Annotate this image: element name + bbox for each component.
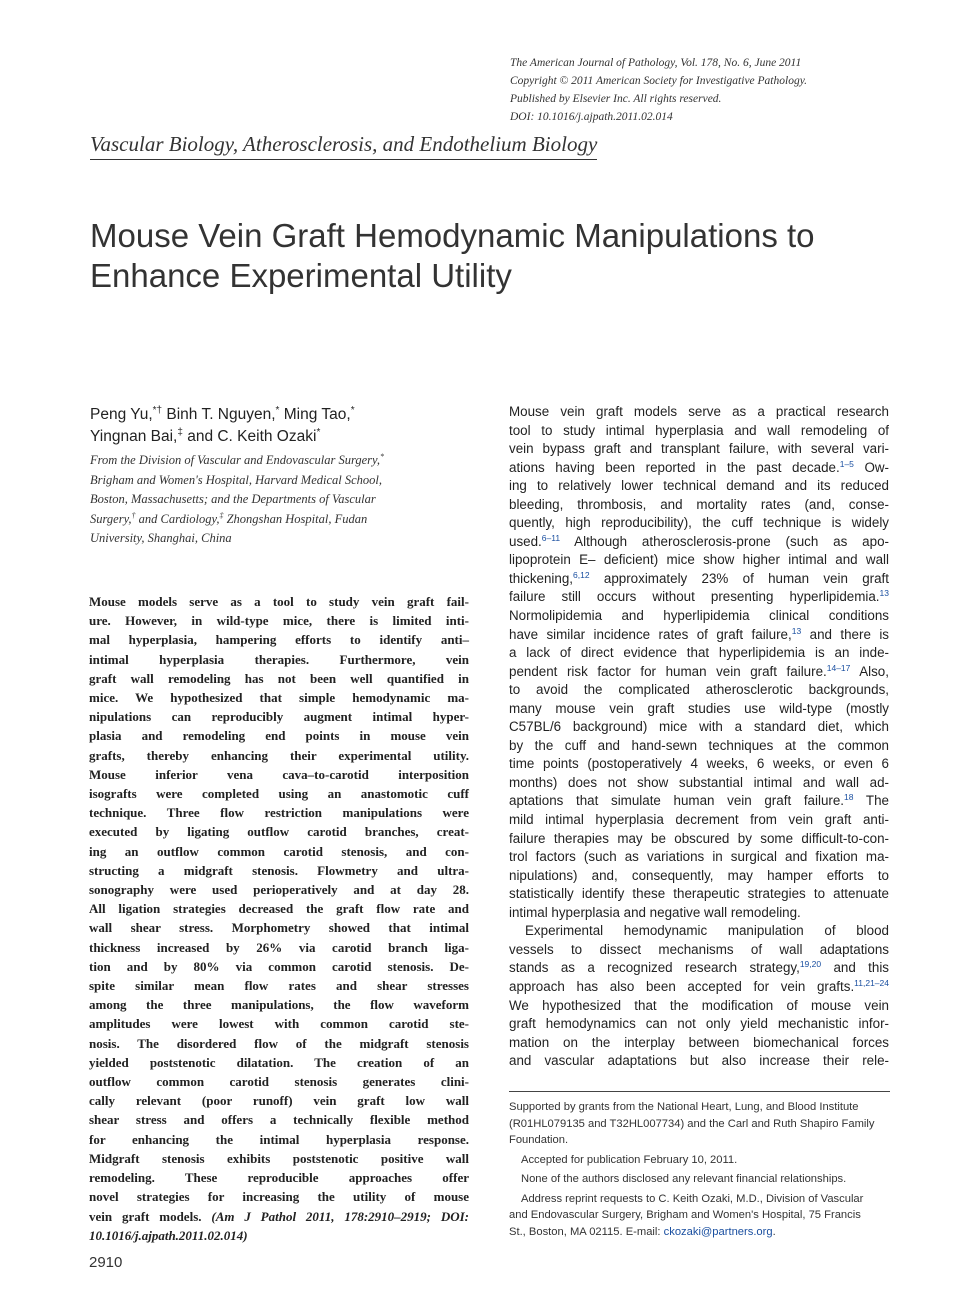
author-name: Yingnan Bai, [90,428,178,445]
reprint-note [509,1224,889,1241]
abstract-citation: (Am J Pathol 2011, 178:2910–2919; DOI: [211,1208,469,1224]
abstract-line: executed by ligating outflow carotid branches, creat- [89,824,469,840]
body-line: lipoprotein E– deficient) mice show higher intimal and wall [509,552,889,568]
body-line: quently, high reproducibility), the cuff technique is widely [509,515,889,531]
author-mark: ‡ [177,427,183,438]
body-text-run: used. [509,533,542,549]
body-text-run: stands as a recognized research strategy, [509,960,800,976]
author-mark: * [275,405,280,416]
body-line [509,978,889,997]
affiliation [90,451,470,549]
body-line: ing to relatively lower technical demand and its reduced [509,478,889,494]
abstract-line: cally relevant (poor runoff) vein graft low wall [89,1093,469,1109]
reprint-text: St., Boston, MA 02115. E-mail: [509,1225,664,1238]
reference-link[interactable]: 6,12 [573,569,590,580]
abstract-line: tion and by 80% via common carotid stenosis. De- [89,958,469,974]
reference-link[interactable]: 13 [791,625,802,636]
affiliation-text: and Cardiology, [135,511,220,526]
accepted-note: Accepted for publication February 10, 2011. [521,1153,738,1166]
abstract-line: technique. Three flow restriction manipulations were [89,805,469,821]
abstract-line: amplitudes were lowest with common carotid ste- [89,1016,469,1032]
affiliation-line: Boston, Massachusetts; and the Departments of Vascular [90,492,376,506]
affiliation-mark: ‡ [219,510,224,520]
funding-note: Foundation. [509,1134,569,1146]
article-title [90,216,890,296]
abstract-citation-doi: 10.1016/j.ajpath.2011.02.014) [89,1227,248,1243]
body-text-run: ations having been reported in the past decade. [509,459,840,475]
reprint-note: Address reprint requests to C. Keith Ozaki, M.D., Division of Vascular [521,1192,864,1205]
abstract-line: yielded poststenotic dilatation. The creation of an [89,1054,469,1070]
author-mark: *† [152,405,163,416]
abstract-line: structing a midgraft stenosis. Flowmetry and ultra- [89,862,469,878]
author-mark: * [350,405,355,416]
affiliation-mark: * [380,452,385,461]
author-name: Binh T. Nguyen, [162,406,276,423]
abstract-line: grafts, thereby enhancing their experimental utility. [89,747,469,763]
body-line: C57BL/6 background) mice with a standard diet, which [509,719,889,735]
body-line [509,459,889,478]
reference-link[interactable]: 13 [879,588,889,599]
abstract-line: Mouse models serve as a tool to study vein graft fail- [89,594,469,609]
body-line [509,626,889,645]
abstract-line: intimal hyperplasia therapies. Furthermore, vein [89,651,469,667]
abstract-line: nipulations can reproducibly augment intimal hyper- [89,709,469,725]
body-line: intimal hyperplasia and negative wall remodeling. [509,904,801,920]
footnotes [509,1099,889,1240]
body-text-run: thickening, [509,570,574,586]
body-text-run: have similar incidence rates of graft failure, [509,626,792,642]
body-line: many mouse vein graft studies use wild-type (mostly [509,700,889,716]
body-line: and vascular adaptations but also increase their rele- [509,1053,889,1069]
body-line: bleeding, thrombosis, and mortality rates (and, conse- [509,496,889,512]
abstract-line: among the three manipulations, the flow waveform [89,997,469,1013]
email-link[interactable]: ckozaki@partners.org [663,1225,773,1238]
body-line [509,533,889,552]
abstract-line: wall shear stress. Morphometry showed that intimal [89,920,469,936]
abstract-line: Midgraft stenosis exhibits poststenotic positive wall [89,1150,469,1166]
reference-link[interactable]: 19,20 [799,959,822,970]
copyright-line: Copyright © 2011 American Society for Investigative Pathology. [510,75,808,87]
reference-link[interactable]: 1–5 [839,458,854,469]
doi-line: DOI: 10.1016/j.ajpath.2011.02.014 [510,111,673,123]
body-line: nipulations) and, consequently, may hamper efforts to [509,867,889,883]
abstract-line: Mouse inferior vena cava–to-carotid interposition [89,766,469,782]
body-line: Normolipidemia and hyperlipidemia clinical conditions [509,608,889,624]
funding-note: (R01HL079135 and T32HL007734) and the Carl and Ruth Shapiro Family [509,1117,875,1130]
body-line: by the cuff and hand-sewn techniques at the common [509,737,889,753]
affiliation-mark: † [131,510,136,520]
author-name: Ming Tao, [279,406,351,423]
body-line: Mouse vein graft models serve as a practical research [509,404,889,419]
abstract-line: plasia and remodeling end points in mouse vein [89,728,469,744]
abstract-line: ing an outflow common carotid stenosis, and con- [89,843,469,859]
section-heading: Vascular Biology, Atherosclerosis, and Endothelium Biology [90,132,597,160]
body-text-run: and this [821,960,889,976]
body-line: statistically identify these therapeutic strategies to attenuate [509,886,889,902]
disclosure-note: None of the authors disclosed any relevant financial relationships. [521,1173,847,1185]
author-line-2 [90,426,490,448]
body-line [509,663,889,682]
body-text-run: and there is [801,626,889,642]
reprint-note: and Endovascular Surgery, Brigham and Women's Hospital, 75 Francis [509,1209,861,1221]
abstract-line: sonography were used perioperatively and at day 28. [89,882,469,898]
body-text-run: approximately 23% of human vein graft [589,570,889,586]
reference-link[interactable]: 18 [844,792,854,803]
author-name: and C. Keith Ozaki [182,428,317,445]
author-name: Peng Yu, [90,406,153,423]
body-line: mild intimal hyperplasia decrement from vein graft anti- [509,812,889,828]
body-line: failure therapies may be obscured by some difficult-to-con- [509,830,889,846]
body-line: a lack of direct evidence that hyperlipidemia is an inde- [509,645,889,661]
abstract-line: spite similar mean flow rates and shear stresses [89,978,469,994]
affiliation-line [90,451,470,471]
funding-note: Supported by grants from the National Heart, Lung, and Blood Institute [509,1101,859,1113]
body-line: vessels to dissect mechanisms of wall adaptations [509,941,889,957]
title-line-1: Mouse Vein Graft Hemodynamic Manipulations to [90,217,815,254]
footnote-divider [509,1091,890,1092]
affiliation-text: From the Division of Vascular and Endovascular Surgery, [90,453,381,467]
abstract-line: novel strategies for increasing the utility of mouse [89,1189,469,1205]
publisher-line: Published by Elsevier Inc. All rights reserved. [510,93,722,105]
abstract-line: remodeling. These reproducible approaches offer [89,1170,469,1186]
affiliation-line [90,510,470,530]
body-line [509,792,889,811]
body-line: time points (postoperatively 4 weeks, 6 weeks, or even 6 [509,756,889,772]
abstract-line: All ligation strategies decreased the graft flow rate and [89,901,469,917]
reprint-text: . [772,1225,776,1238]
body-line: tool to study intimal hyperplasia and wall remodeling of [509,422,889,438]
affiliation-line: University, Shanghai, China [90,531,232,545]
body-text [509,403,889,1071]
body-line: mation on the interplay between biomechanical forces [509,1034,889,1050]
journal-line: The American Journal of Pathology, Vol. 178, No. 6, June 2011 [510,57,802,69]
title-line-2: Enhance Experimental Utility [90,257,512,294]
author-line-1 [90,404,490,426]
affiliation-text: Zhongshan Hospital, Fudan [223,511,368,526]
body-line [509,588,889,607]
body-line: graft hemodynamics can not only yield mechanistic infor- [509,1016,889,1032]
abstract-line: isografts were completed using an anastomotic cuff [89,786,469,802]
author-list [90,404,490,448]
author-mark: * [316,427,321,438]
abstract-line: outflow common carotid stenosis generates clini- [89,1074,469,1090]
abstract-line: shear stress and offers a technically flexible method [89,1112,469,1128]
body-text-run: Although atherosclerosis-prone (such as apo- [560,533,889,549]
body-text-run: pendent risk factor for human vein graft failure. [509,663,827,679]
body-line: vein bypass graft and transplant failure, with several vari- [509,441,889,457]
abstract-line: for enhancing the intimal hyperplasia response. [89,1131,469,1147]
journal-citation [510,54,930,126]
abstract-line: ure. However, in wild-type mice, there is limited inti- [89,613,469,629]
body-line: to avoid the complicated atherosclerotic backgrounds, [509,682,889,698]
reference-link[interactable]: 6–11 [541,532,561,543]
body-text-run: approach has also been accepted for vein grafts. [509,978,855,994]
affiliation-line: Brigham and Women's Hospital, Harvard Medical School, [90,472,383,487]
body-line [509,959,889,978]
body-text-run: failure still occurs without presenting hyperlipidemia. [509,589,880,605]
reference-link[interactable]: 11,21–24 [854,977,889,988]
body-line: trol factors (such as variations in surgical and fixation ma- [509,849,889,865]
abstract-text: vein graft models. [89,1208,202,1224]
body-text-run: Also, [850,663,889,679]
abstract-line: mice. We hypothesized that simple hemodynamic ma- [89,690,469,706]
abstract-line: mal hyperplasia, hampering efforts to identify anti– [89,632,469,648]
body-line [509,570,889,589]
body-text-run: The [853,793,889,809]
body-line: months) does not show substantial intimal and wall ad- [509,774,889,790]
abstract-line: graft wall remodeling has not been well quantified in [89,670,469,686]
reference-link[interactable]: 14–17 [826,662,851,673]
abstract-line: thickness increased by 26% via carotid branch liga- [89,939,469,955]
body-text-run: aptations that simulate human vein graft failure. [509,793,845,809]
body-text-run: Ow- [853,459,890,475]
abstract [89,592,469,1245]
body-line: We hypothesized that the modification of mouse vein [509,997,889,1013]
abstract-line: nosis. The disordered flow of the midgraft stenosis [89,1035,469,1051]
body-line: Experimental hemodynamic manipulation of blood [525,923,889,939]
abstract-line [89,1207,469,1226]
page-number: 2910 [89,1254,123,1271]
affiliation-text: Surgery, [90,511,132,526]
